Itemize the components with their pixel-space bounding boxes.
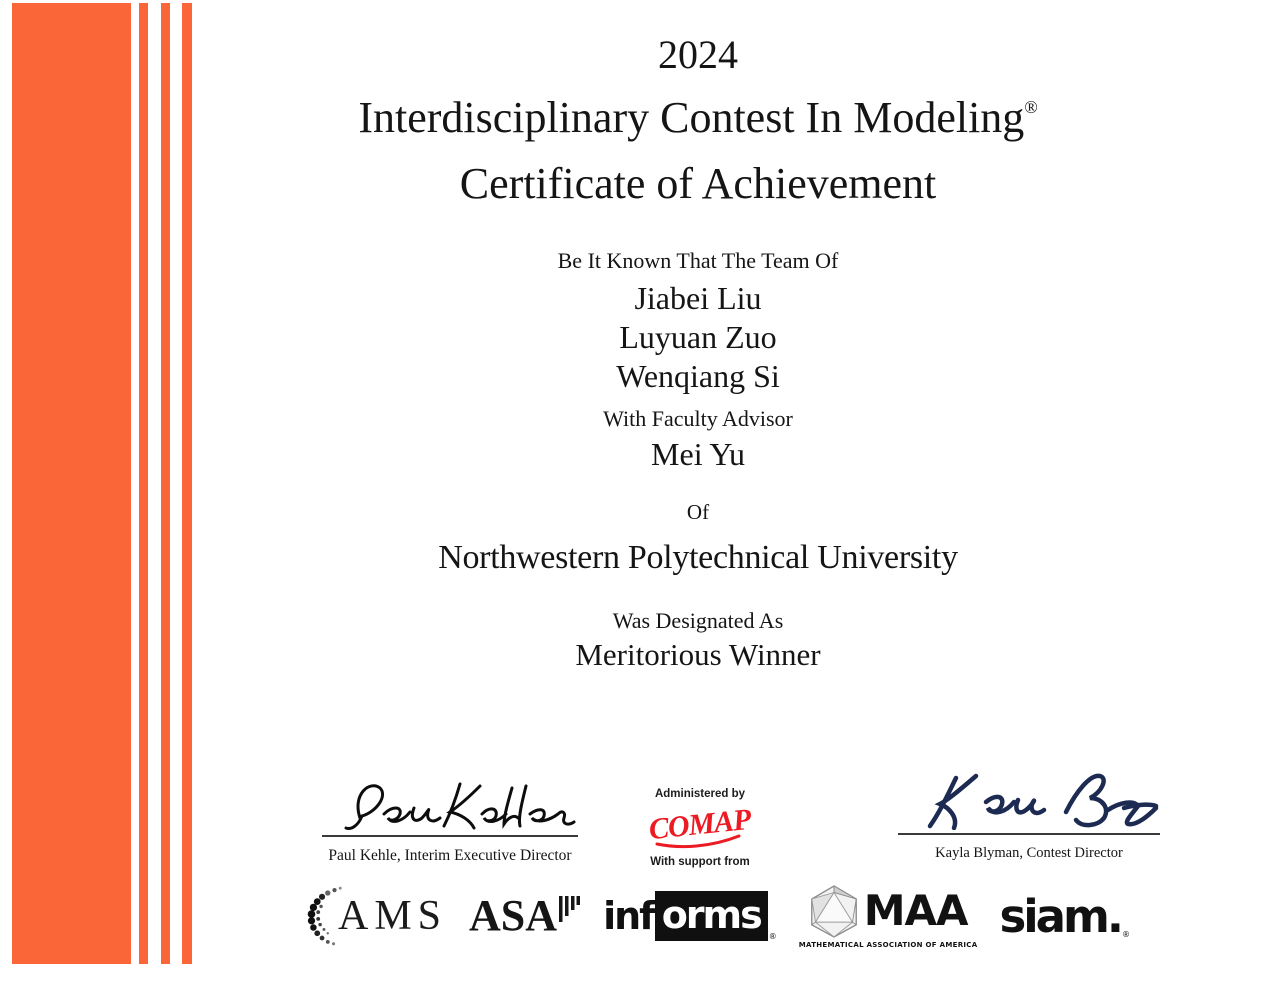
ams-logo (300, 884, 447, 948)
certificate-subtitle: Certificate of Achievement (459, 159, 937, 208)
of-label: Of (686, 500, 710, 524)
registered-trademark-mark: ® (768, 932, 777, 941)
sponsor-logos-row (337, 882, 1131, 950)
siam-logo (999, 889, 1131, 943)
asa-bars-icon (559, 896, 581, 936)
executive-director-signature-block (322, 776, 578, 865)
administered-by-block (625, 788, 775, 868)
asa-logo-text: ASA (469, 891, 558, 940)
maa-logo-text: MAA (863, 886, 968, 935)
comap-logo (645, 802, 755, 850)
team-member-name: Luyuan Zuo (619, 319, 777, 355)
maa-caption-text: MATHEMATICAL ASSOCIATION OF AMERICA (798, 941, 978, 949)
comap-logo-text: COMAP (647, 802, 752, 847)
administered-by-label: Administered by (654, 788, 746, 800)
informs-logo-text-boxed: orms (655, 891, 768, 941)
maa-logo-row (809, 883, 968, 939)
signature-line (898, 833, 1160, 835)
kayla-blyman-signature-image (898, 768, 1160, 830)
signature-line (322, 835, 578, 837)
ams-logo-text: AMS (337, 893, 448, 939)
known-that-text: Be It Known That The Team Of (557, 248, 839, 273)
informs-logo (603, 891, 777, 941)
contest-director-title: Kayla Blyman, Contest Director (935, 845, 1123, 861)
maa-icosahedron-icon (809, 883, 859, 939)
designation-label: Was Designated As (612, 608, 784, 633)
registered-trademark-mark: ® (1024, 96, 1038, 117)
executive-director-title: Paul Kehle, Interim Executive Director (328, 847, 572, 864)
contest-director-signature-block (898, 768, 1160, 862)
contest-title (120, 94, 1276, 142)
support-from-label: With support from (650, 856, 750, 868)
asa-logo (469, 891, 581, 940)
contest-title-text: Interdisciplinary Contest In Modeling (358, 93, 1025, 142)
maa-logo (799, 883, 978, 949)
signature-strokes (346, 784, 574, 829)
informs-logo-text-prefix: inf (603, 894, 654, 938)
signature-strokes (930, 776, 1156, 828)
institution-name: Northwestern Polytechnical University (438, 539, 958, 576)
designation-value: Meritorious Winner (575, 637, 821, 672)
left-accent-bar (12, 3, 131, 964)
advisor-label: With Faculty Advisor (603, 406, 793, 431)
registered-trademark-mark: ® (1122, 929, 1131, 939)
contest-year: 2024 (658, 32, 738, 77)
team-member-name: Jiabei Liu (634, 280, 762, 316)
advisor-name: Mei Yu (651, 436, 745, 472)
paul-kehle-signature-image (322, 776, 578, 832)
team-member-name: Wenqiang Si (616, 358, 780, 394)
siam-logo-text: siam. (999, 889, 1122, 943)
